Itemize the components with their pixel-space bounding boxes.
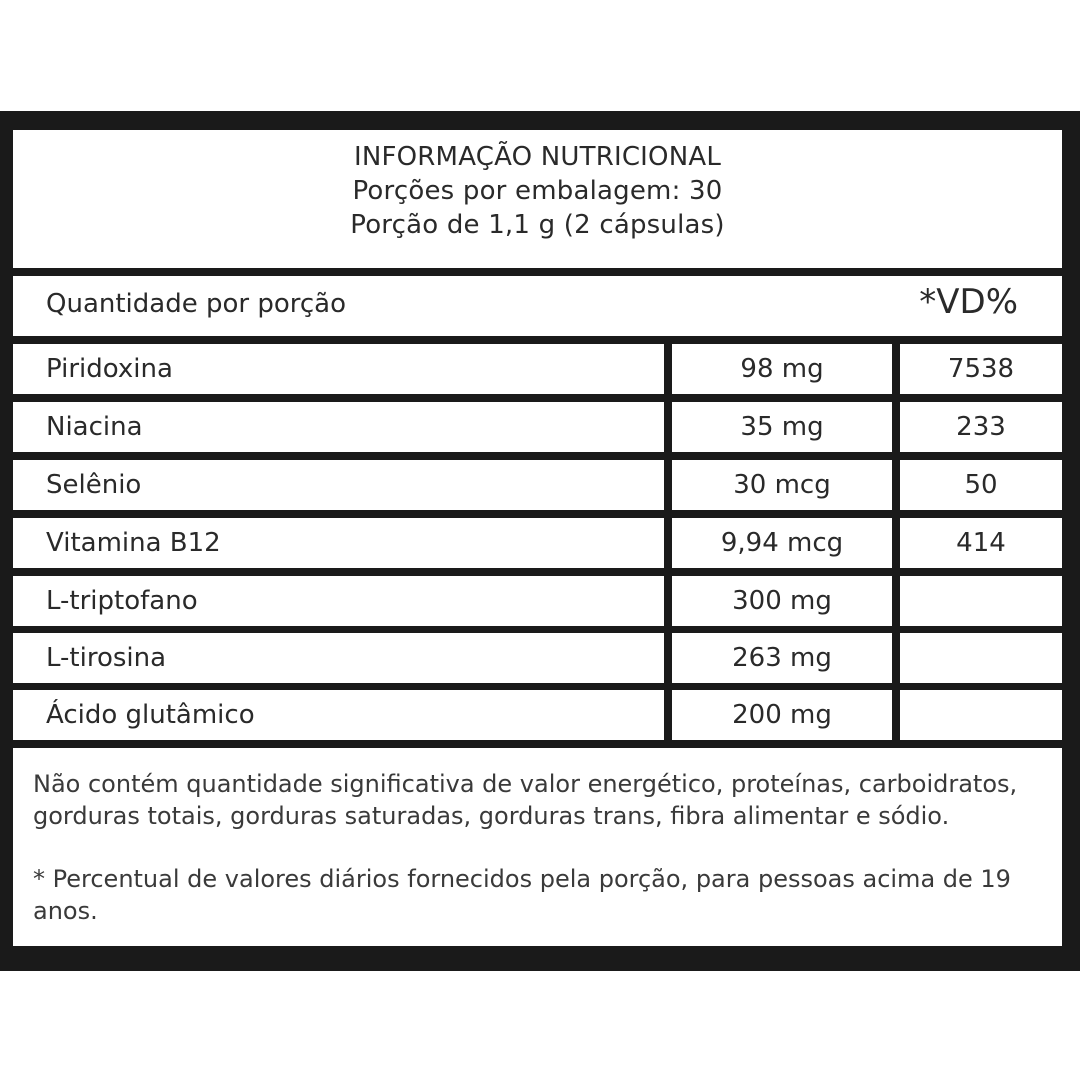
nutrient-vd-cell xyxy=(900,460,1062,510)
nutrient-vd-cell xyxy=(900,633,1062,683)
nutrient-amount: 300 mg xyxy=(732,586,832,616)
nutrient-vd-cell xyxy=(900,344,1062,394)
nutrient-amount-cell xyxy=(672,344,892,394)
table-row xyxy=(13,518,1062,568)
nutrient-name: Piridoxina xyxy=(46,354,173,384)
nutrition-header xyxy=(13,130,1062,268)
table-header-row xyxy=(13,276,1062,336)
nutrient-amount: 98 mg xyxy=(740,354,824,384)
nutrient-vd: 233 xyxy=(956,412,1006,442)
nutrient-amount-cell xyxy=(672,690,892,740)
servings-per-package: Porções por embalagem: 30 xyxy=(352,176,723,206)
table-row xyxy=(13,460,1062,510)
table-row xyxy=(13,633,1062,683)
table-row xyxy=(13,576,1062,626)
nutrient-name-cell xyxy=(13,518,664,568)
nutrient-name: Selênio xyxy=(46,470,142,500)
nutrient-amount: 30 mcg xyxy=(733,470,831,500)
daily-value-footnote: * Percentual de valores diários fornecidos pela porção, para pessoas acima de 19 anos. xyxy=(33,865,1011,925)
daily-value-label: *VD% xyxy=(919,282,1018,322)
nutrient-vd: 414 xyxy=(956,528,1006,558)
nutrient-vd-cell xyxy=(900,402,1062,452)
nutrient-amount: 200 mg xyxy=(732,700,832,730)
nutrient-amount: 263 mg xyxy=(732,643,832,673)
nutrient-name-cell xyxy=(13,344,664,394)
not-significant-note: Não contém quantidade significativa de valor energético, proteínas, carboidratos, gorduras totais, gorduras saturadas, gorduras trans, fibra alimentar e sódio. xyxy=(33,770,1018,830)
table-row xyxy=(13,344,1062,394)
nutrient-vd: 7538 xyxy=(947,354,1015,384)
nutrient-name-cell xyxy=(13,690,664,740)
nutrient-amount-cell xyxy=(672,633,892,683)
nutrient-amount-cell xyxy=(672,576,892,626)
nutrient-name: Niacina xyxy=(46,412,143,442)
nutrient-name-cell xyxy=(13,633,664,683)
table-row xyxy=(13,402,1062,452)
nutrient-vd-cell xyxy=(900,518,1062,568)
nutrient-name: L-tirosina xyxy=(46,643,167,673)
nutrient-vd-cell xyxy=(900,690,1062,740)
quantity-per-serving-label: Quantidade por porção xyxy=(46,289,347,319)
nutrition-title: INFORMAÇÃO NUTRICIONAL xyxy=(353,142,722,172)
nutrient-name-cell xyxy=(13,460,664,510)
nutrient-amount: 9,94 mcg xyxy=(720,528,844,558)
nutrient-name-cell xyxy=(13,576,664,626)
nutrient-name: Ácido glutâmico xyxy=(46,700,255,730)
nutrient-amount-cell xyxy=(672,402,892,452)
table-row xyxy=(13,690,1062,740)
nutrient-vd-cell xyxy=(900,576,1062,626)
nutrient-name-cell xyxy=(13,402,664,452)
serving-size: Porção de 1,1 g (2 cápsulas) xyxy=(350,210,725,240)
nutrient-amount: 35 mg xyxy=(740,412,824,442)
nutrient-amount-cell xyxy=(672,518,892,568)
nutrient-vd: 50 xyxy=(964,470,998,500)
nutrient-name: L-triptofano xyxy=(46,586,198,616)
nutrient-name: Vitamina B12 xyxy=(46,528,221,558)
nutrition-footer xyxy=(13,748,1062,946)
nutrient-amount-cell xyxy=(672,460,892,510)
